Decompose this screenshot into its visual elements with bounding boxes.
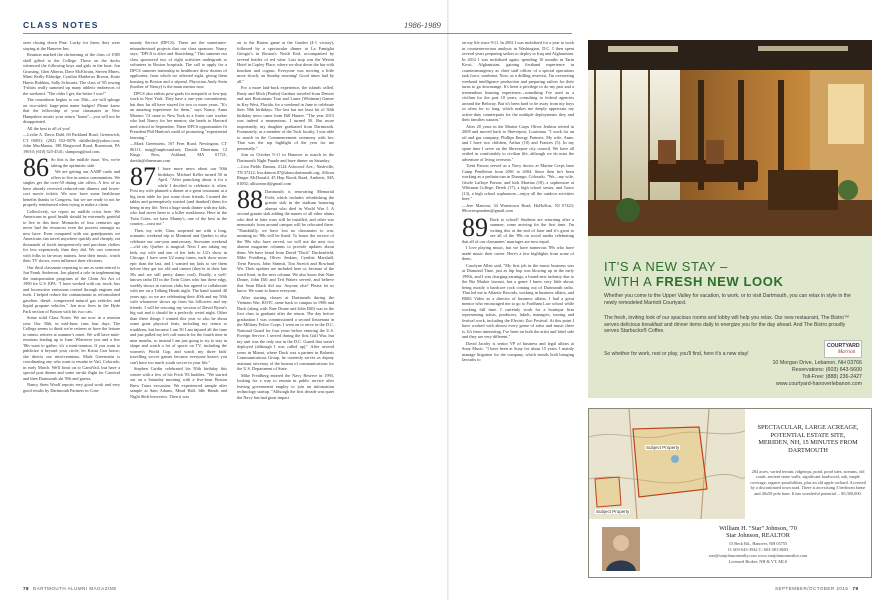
agent-address: 15 Beck Rd., Hanover, NH 03755 <box>728 541 788 546</box>
paragraph: For a more laid-back experience, the islands called. Rusty and Mich (Poulin) Gardner traveled from Denver and met Bostonians Tom and Laura (Whitman) Gamer in Key West, Florida, for a weekend in June to celebrate their 50th birthdays. The last but not least bit of 50th birthday news came from Bill Hunter. "The year 2015 was indeed a momentous. I turned 50. But more importantly, my daughter graduated from Dartmouth. Fortunately, as a member of the Tuck faculty, I was able to march in the Commencement ceremony with her. That was the top highlight of the year for me personally." <box>237 85 334 151</box>
courtyard-wordmark: COURTYARD <box>827 343 860 349</box>
courtyard-marriott-ad[interactable] <box>588 40 872 398</box>
paragraph: After 20 years in the Marine Corps Oliver Jenkins retired in 2008 and moved back to Shreveport, Louisiana. "I work for an oil and gas company, Phillips Energy Partners. My wife, Anne, and I have two children, Arthur (10) and Frances (5). In my spare time I serve on the Shreveport city council. We have all settled in comfortably to civilian life, although we do miss the adventure of living overseas." <box>462 123 574 162</box>
paragraph: Stephen Cardin celebrated his 50th birthday this winter with a few of his Frick '83 buddies. "We started out on a Saturday morning with a five-hour Boston Brew Tours excursion. We experienced sample after sample at Sam Adams, Mead Hall, Idle Hands and Night Shift breweries. Then it was <box>130 366 227 399</box>
agent-phone: O: 603-643-3942 C: 603-381-8603 <box>727 547 789 552</box>
map-label: Subject Property <box>646 445 680 450</box>
agent-title: Star Johnson, REALTOR <box>726 532 790 540</box>
paragraph: munity Service (DPCS). These are the sometimes-misunderstood projects that our class sponsors. Nancy says, "DPCS is alive and flourishing." This summer our class sponsored two of eight activities undergrads to volunteer in Boston hospitals. The call to apply for a DPCS summer internship in healthcare drew dozens of applicants, from which we selected eight, giving them housing in Boston and a stipend. Physician Andy Stein (brother of Nancy) is the main mentor now. <box>130 40 227 89</box>
class-note-87 <box>130 162 227 227</box>
paragraph: Mike Freidberg entered the Navy Reserve in 1993, looking for a way to remain in public service after leaving government employ to join an information technology startup. "Although the first decade was quiet the Navy has had great impact <box>237 372 334 400</box>
paragraph: Our third classmate reporting to me as semi-retired is Jon Frank Anderson. Jon played a role in implementing the transportation programs of the Clean Air Act of 1990 for U.S. EPA. "I have worked with car, truck, bus and locomotive emissions control through engines and fuels. I helped reduce the contaminants in reformulated gasoline, diesel, compressed natural gas vehicles and liquid propane vehicles." Jon now lives in the Hyde Park section of Boston with his two cats. <box>23 264 120 314</box>
property-description: 284 acres, varied terrain, ridgetops, pond, pond sites, streams, old roads, ancient stone walls, significant hardwood, oak, maple coverage, organic possibilities, plus an old apple orchard. Accessed by a discontinued town road. There is an existing 3 bedroom home and 40x50 pole barn. It has wonderful potential ... $5,300,000. <box>750 469 866 496</box>
article-column-1 <box>23 40 120 580</box>
paragraph: The countdown begins to our 35th—we will splurge on two-sided, large-print name badges! Please know that the fellowship of your classmates in New Hampshire awaits your return "home"—you will not be disappointed. <box>23 97 120 124</box>
page-number-right: 79 <box>852 586 859 591</box>
paragraph: After starting classes at Dartmouth during the Vietnam War, ROTC came back to campus in 1986 and Duck (along with Nate Deane and John Dill) was in the first class to graduate after the return. The day before graduation I was commissioned a second lieutenant in the Military Police Corps. I went on to serve in the D.C. National Guard for four years before entering the U.S. Foreign Service. I served during the first Gulf War, but my unit was the only one in the D.C. Guard that wasn't deployed (although I was called up)." After several years in Miami, where Duck was a partner in Balaeris Communications Group, he currently serves as deputy assistant secretary of the bureau of communications for the U.S. Department of State. <box>237 294 334 371</box>
ad-body-2: The fresh, inviting look of our spacious rooms and lobby will help you relax. Our new restaurant, The Bistro™ serves delicious breakfast and dinner items daily to energize you for the day ahead. And The Bistro proudly serves Starbucks® Coffee. <box>604 315 850 335</box>
map-label: Subject Property <box>596 509 630 514</box>
paragraph: Some solid Class Notes: We are now in a reunion year. Our 30th, in mid-June, runs four days. The College seems to think we're retirees or have the leisure to mimic retirees at summer's onset. We will have mini-reunions leading up to June. Wherever you and a few '86s want to gather, it's a mini-reunion. If you want to publicize it beyond your circle, let Krista Carr know; she directs our mini-reunions. Mark Greenstein is coordinating any who want to reunite in Vail, Colorado, in early March. We'll limit on to CarniVail, but have a special post dinner and some on-ski flight for Carnival and then Dartmouth ski '88s and guests. <box>23 315 120 381</box>
headline-line-1: IT'S A NEW STAY – <box>604 259 728 274</box>
headline-prefix: WITH A <box>604 274 656 289</box>
header-rule-left <box>23 33 448 34</box>
agent-name: William H. "Star" Johnson, '70 <box>719 525 797 532</box>
paragraph: DPCS also enlists post-grads for nonprofit or low-pay work in New York. They have a one-year commitment, but thus far all have stayed for two or more years. "It's an amazing experience for them," says Nancy. Anna Moreno '13 came to New York as a foster care worker who had Nancy for her mentor; she heads to Harvard med school in September. These DPCS opportunities fit President Phil Hanlon's mold of promoting "experiential learning." <box>130 90 227 140</box>
marriott-wordmark: Marriott <box>838 350 856 355</box>
class-year-87: 87 <box>130 162 156 191</box>
page-number-left: 78 <box>23 586 30 591</box>
section-title: CLASS NOTES <box>23 20 99 30</box>
class-year-88: 88 <box>237 185 263 214</box>
magazine-name: DARTMOUTH ALUMNI MAGAZINE <box>33 586 117 591</box>
paragraph: on my life since 9/11. In 2002 I was mobilized for a year to work in counterterrorism analysis in Washington, D.C. I then spent several years preparing sailors to deploy to Iraq and Afghanistan. In 2012 I was mobilized again, spending 10 months in Tarin Kowt, Afghanistan, gaining firsthand experience in counterinsurgency as chief staff officer of a special operations task force, southeast. Now, as a drilling reservist, I'm overseeing weekend intelligence production and preparing sailors for their turns to go downrange. It's been a privilege to do my part and a tremendous learning experience—something I've used as a civilian for the past 10 years, consulting to federal agencies around the Beltway. But it's been hard to be away from my boys so often for so long, which makes me deeply appreciate my active-duty counterparts for the multiple deployments they and their families sustain." <box>462 40 574 122</box>
paragraph: Carolyne Allen said, "My first job in the music business was at Diamond Time, just as hip hop was blowing up in the early 1990s, and I was charging earnings, a brand-new industry due to the Biz Markie lawsuit, but a genre I knew very little about, being mostly a hardcore rock coming out of Dartmouth radio. That led me to Atlantic Records, working in business affairs, and BMG Video as a director of business affairs. I had a great mentor who encouraged me to go to Fordham Law school while working full time. I currently work for a boutique firm representing artists, producers, labels, managers, touring and festival work, including the Electric Zoo Festival. At this point I have worked with almost every genre of artist and music there is. It's been interesting. I've been on both the artist and label side and they are very different." <box>462 262 574 339</box>
paragraph: I love playing music, but we have numerous '89s who have made music their career. Here's a few highlights from some of them. <box>462 245 574 261</box>
paragraph: Collectively, we report no midlife crisis here. We Americans in good health should be extremely grateful to live in this time. Monarchs of four centuries ago never had the resources even the poorest amongst us now have. Even compared with our grandparents we Americans can travel anywhere quickly and cheaply, eat thousands of foods inexpensively and purchase clothes for less expensively than they did. We can converse with folks in far-away nations, hear their music, watch their TV shows, even influence their elections. <box>23 208 120 263</box>
correspondent-signoff: —Lisa Fields Damon, 2124 Ashwood Ave., Nashville, TN 37212; lisa.damon.87@alum.dartmouth.org; Allison Ringer McDonald, 45 Hop Brook Road, Amherst, MA 01002; allisonmcd@gmail.com <box>237 164 334 186</box>
class-year-86: 86 <box>23 153 49 182</box>
hotel-contact-reservations: Reservations: (603) 643-5600 <box>791 367 862 373</box>
correspondent-signoff: —Leslie A. Davis Dahl, 60 Parkland Road, Greenwich, CT 06831; (202) 552-0070; dahlleslie@yahoo.com; John MacManus, 188 Ringwood Road, Rosemont, PA 19010; (610) 525-4541; slampong@aol.com. <box>23 132 120 154</box>
star-johnson-realty-ad[interactable] <box>588 408 872 578</box>
courtyard-logo <box>824 340 862 358</box>
paragraph: I have more news about our 50th birthdays. Michael Keller turned 50 in April. "After panicking about it for a while I decided to celebrate it, often. First my wife planned a dinner at a great restaurant at a big farm table for just some close friends. I turned the tables and preemptively toasted (and thanked) them for being in my life. Next a huge steak dinner with my kids, who had never been to a killer steakhouse. Here in the Twin Cities, we have Manny's, one of the best in the country—trust me." <box>130 166 227 226</box>
class-note-89 <box>462 212 574 245</box>
paragraph: Nancy Stein Woolf reports very good work and very good results by Dartmouth Partners in Com- <box>23 382 120 393</box>
ad-body-3: So whether for work, rest or play, you'll find, here it's a new stay! <box>604 351 749 357</box>
article-column-4 <box>462 40 574 580</box>
issue-date: SEPTEMBER/OCTOBER 2015 <box>775 586 849 591</box>
class-note-86 <box>23 153 120 182</box>
class-note-88 <box>237 185 334 294</box>
paragraph: Reunion marked the christening of the class of 1985 shell gifted to the College. Those on the docks witnessed the following boys and girls in the boat: Jon Grussing, Glen Alberta, Dave McElwain, Steven Mines, Mimi Reilly Eldridge, Cynthia Matthews Brown, Katie Harris Robbins, Sally Schwartz. The class of '85 rowing T-shirts really summed up many athletic endeavors of the weekend: "The older I get, the better I was!" <box>23 52 120 96</box>
paragraph: on to the Bruins game at the Garden (4-1 victory), followed by a spectacular dinner at La Famiglia Giorgio's in Boston's North End, accompanied by several bottles of red wine. Last stop was the Westin Hotel in Copley Place, where we shut down the bar with bourbon and cognac. Everyone was moving a little more slowly on Sunday morning! Good times had by all." <box>237 40 334 84</box>
headline-line: SPECTACULAR, LARGE ACREAGE, <box>757 424 859 431</box>
hotel-lobby-photo <box>588 40 872 236</box>
headline-line: DARTMOUTH <box>788 446 828 454</box>
correspondent-signoff: —Mark Greenstein, 107 Fern Road, Newington, CT 06111; meg@tmpbound.net; Davida Dinerman, 12 Kings Row, Ashland, MA 01721; davida@dinerman.com <box>130 141 227 163</box>
headline-emphasis: FRESH NEW LOOK <box>655 274 784 289</box>
realty-headline <box>749 424 867 454</box>
paragraph: So this is the midlife issue. Yes, we're taking the optimistic side. <box>51 157 120 168</box>
ad-headline <box>604 259 783 289</box>
paragraph: All the best to all of you! <box>27 125 71 131</box>
left-folio <box>23 586 117 591</box>
paragraph: Dartmouth is renovating Memorial Field, which includes refurbishing the granite slab in the stadium honoring alumni who died in World War I. A second granite slab adding the names of all other alums who died in later wars will be installed, and other war memorials from around campus will be relocated there. "Thankfully, we have lost no classmates to war, meaning no '88s will be listed. To honor the service of the '88s who have served, we will use the next two alumni magazine columns to provide updates about them. We have heard from David "Duck" Duckenfield, Mike Freidberg, Oliver Jenkins, Cynthia Marshall, Trent Parson, John Simmit, Tim Stretch and Rowland Wu. Their updates are included here or, because of the word limit, in the next column. We also know that Nate Deane, John Dill and Ted Waters served, and believe that Sean Black did too. Anyone else? Please let us know. We want to honor everyone. <box>237 189 334 293</box>
paragraph: David Jacoby is senior VP of business and legal affairs at Sony Music. "I have been at Sony for about 15 years. I mainly manage litigation for the company, which entails both bringing lawsuits to <box>462 340 574 362</box>
paragraph: Join us October 9-11 in Hanover to march in the Dartmouth Night Parade and have dinner on Saturday. <box>237 152 334 163</box>
property-map <box>589 409 745 519</box>
header-rule-right <box>448 33 572 34</box>
right-folio <box>775 586 858 591</box>
section-year-range: 1986-1989 <box>404 20 441 30</box>
page-gutter <box>447 0 449 600</box>
paragraph: Then, my wife, Gina, surprised me with a long, romantic weekend trip to Montreal and Quebec to also celebrate our one-year anniversary. Awesome weekend—old city Quebec is magical. Next I am taking my kids, my wife and one of her kids to U2's show in Chicago. I have seen U2 many times, each show more epic than the last, and I wanted my kids to see them before they get too old and cannot (they're in their late 50s and are still pretty damn cool). Finally, a well-known radio DJ in the Twin Cities who has these edgy, weekly shows in various clubs has agreed to collaborate with me on a Talking Heads night. The band started 40 years ago, so we are celebrating their 40th and my 50th with whomever shows up from his followers and my friends. I will be rescuing my version of David Byrne's big suit and it should be a perfectly weird night. Other than these things I wanted this year to also be about some great physical feats, including my return to triathlons, but because I am 50 I am injured all the time and just pulled my left calf muscle for the fourth time in nine months, so instead I am just going to try to stay in shape and watch a lot of sports on TV, including the women's World Cup, and watch my three kids' travelling soccer games because everyone knows you can't have too much youth soccer in your life." <box>130 227 227 365</box>
agent-license: Licensed Broker, NH & VT, MLS <box>728 559 788 564</box>
article-column-2 <box>130 40 227 580</box>
paragraph: Back to school! Students are returning after a summer, some arriving for the first time. I'm writing this at the end of June and it's great to see all of the '89s on social media celebrating that all of our classmates' marriages are now equal. <box>462 216 574 244</box>
article-column-3 <box>237 40 334 580</box>
agent-photo <box>602 527 640 571</box>
headline-line: POTENTIAL ESTATE SITE, <box>770 431 846 439</box>
paragraph: We are getting our AARP cards and offers to live in senior communities. We singles get the over-50 dating site offers. A few of us have already received reduced-rate dinners and lower-cost movie tickets. We now have some healthcare benefits thanks to Congress, but we are ready to not be properly reimbursed when trying to make a claim. <box>23 169 120 207</box>
hotel-contact-website[interactable]: www.courtyard-hanoverlebanon.com <box>776 381 862 387</box>
headline-line: MERIDEN, NH, 15 MINUTES FROM <box>758 439 858 446</box>
class-year-89: 89 <box>462 212 488 242</box>
hotel-contact-tollfree: Toll-Free: (888) 236-2427 <box>802 374 862 380</box>
paragraph: seen closing down Pine. Lucky for them, they were staying at the Hanover Inn. <box>23 40 120 51</box>
agent-name-block <box>649 525 867 540</box>
headline-line-2 <box>604 274 783 289</box>
agent-email[interactable]: star@starjohnsonrealty.com www.starjohnsonrealtor.com <box>708 553 808 558</box>
ad-body-1: Whether you come to the Upper Valley for vacation, to work, or to visit Dartmouth, you can relax in style in the newly remodeled Marriott Courtyard. <box>604 293 851 306</box>
paragraph: Trent Parson served as a Navy doctor at Marine Corps base Camp Pendleton from 2001 to 2004. Since then he's been working as a pediatrician in Durango, Colorado. "We—my wife, Gisele Laffaye Parson, and kids Martina (18), a sophomore at Whitman College, Derek (17), a high school senior, and Grace (13), a high school sophomore—enjoy all the outdoor activities here." <box>462 163 574 201</box>
hotel-contact-address: 10 Morgan Drive, Lebanon, NH 03766 <box>772 360 862 366</box>
correspondent-signoff: —Jere Mancini, 34 Watertown Road, HoHoKus, NJ 07423; 88correspondent@gmail.com <box>462 202 574 213</box>
